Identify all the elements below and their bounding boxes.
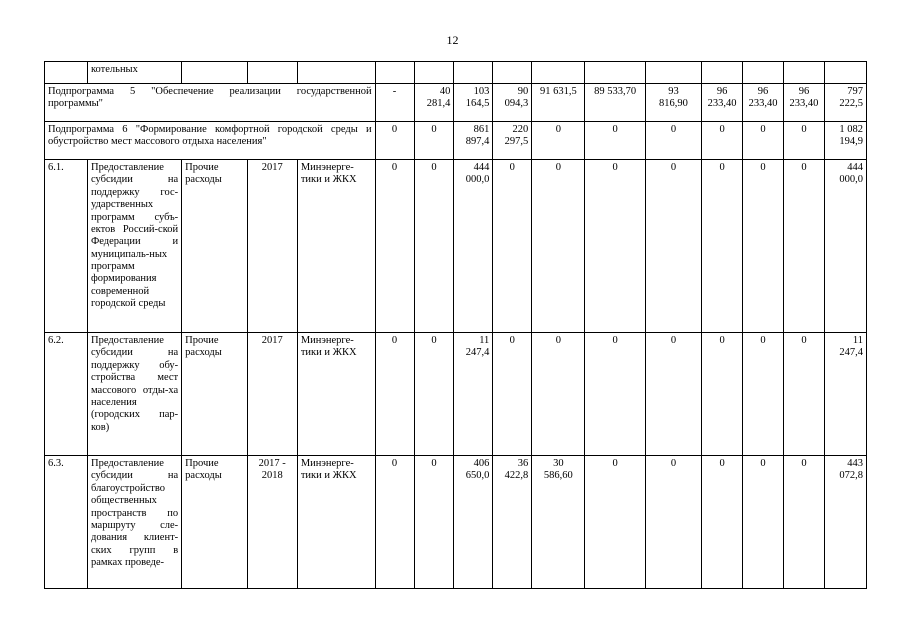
table-cell: 0: [532, 333, 585, 456]
table-cell: 0: [702, 122, 743, 160]
executor: Минэнерге-тики и ЖКХ: [297, 333, 375, 456]
table-cell: 0: [585, 333, 645, 456]
measure-name: Предоставление субсидии на благоустройство общественных пространств по маршруту сле-дования клиент-ских групп в рамках проведе-: [87, 456, 181, 589]
expense-type: Прочие расходы: [182, 333, 248, 456]
table-cell: 96 233,40: [702, 84, 743, 122]
table-cell: 444 000,0: [454, 160, 493, 333]
table-cell: 0: [532, 122, 585, 160]
row-number: 6.2.: [45, 333, 88, 456]
table-cell: 0: [743, 333, 784, 456]
measure-name: Предоставление субсидии на поддержку гос-ударственных программ субъ-ектов Россий-ской Федерации и муниципаль-ных программ формирования современной городской среды: [87, 160, 181, 333]
table-cell: 0: [783, 456, 824, 589]
table-cell: 96 233,40: [783, 84, 824, 122]
table-cell: 1 082 194,9: [824, 122, 866, 160]
table-cell: 0: [585, 456, 645, 589]
table-cell: 0: [743, 122, 784, 160]
table-cell: 0: [783, 160, 824, 333]
expense-type: Прочие расходы: [182, 160, 248, 333]
table-cell: 0: [493, 160, 532, 333]
table-cell: 96 233,40: [743, 84, 784, 122]
table-cell: 11 247,4: [824, 333, 866, 456]
table-cell: 0: [783, 122, 824, 160]
row-number: 6.3.: [45, 456, 88, 589]
table-cell: 0: [375, 160, 414, 333]
table-cell: -: [375, 84, 414, 122]
table-cell: 443 072,8: [824, 456, 866, 589]
table-cell: 0: [375, 333, 414, 456]
table-cell: 0: [743, 160, 784, 333]
table-cell: 0: [585, 160, 645, 333]
budget-table: [44, 61, 867, 589]
table-cell: 406 650,0: [454, 456, 493, 589]
page-number: 12: [446, 33, 459, 47]
table-cell: 0: [702, 160, 743, 333]
table-cell: 220 297,5: [493, 122, 532, 160]
table-row: [45, 62, 867, 84]
table-cell: 36 422,8: [493, 456, 532, 589]
table-cell: 0: [702, 456, 743, 589]
measure-name: Предоставление субсидии на поддержку обу-стройства мест массового отды-ха населения (городских пар-ков): [87, 333, 181, 456]
table-row: [45, 456, 867, 589]
table-cell: котельных: [87, 62, 181, 84]
table-cell: 0: [585, 122, 645, 160]
table-cell: 0: [414, 333, 454, 456]
table-cell: 40 281,4: [414, 84, 454, 122]
table-cell: 0: [414, 122, 454, 160]
table-cell: 0: [414, 456, 454, 589]
years: 2017 - 2018: [247, 456, 297, 589]
table-cell: 91 631,5: [532, 84, 585, 122]
subprogram-title: Подпрограмма 5 "Обеспечение реализации государственной программы": [45, 84, 376, 122]
table-cell: 0: [783, 333, 824, 456]
expense-type: Прочие расходы: [182, 456, 248, 589]
table-cell: 30 586,60: [532, 456, 585, 589]
subprogram-row: [45, 84, 867, 122]
table-cell: 0: [532, 160, 585, 333]
years: 2017: [247, 160, 297, 333]
executor: Минэнерге-тики и ЖКХ: [297, 456, 375, 589]
table-cell: 103 164,5: [454, 84, 493, 122]
table-row: [45, 160, 867, 333]
table-cell: 89 533,70: [585, 84, 645, 122]
table-cell: 0: [702, 333, 743, 456]
table-cell: 797 222,5: [824, 84, 866, 122]
table-cell: 0: [375, 122, 414, 160]
subprogram-row: [45, 122, 867, 160]
table-row: [45, 333, 867, 456]
table-cell: 11 247,4: [454, 333, 493, 456]
table-cell: 0: [375, 456, 414, 589]
row-number: 6.1.: [45, 160, 88, 333]
table-cell: 0: [645, 160, 701, 333]
table-cell: 861 897,4: [454, 122, 493, 160]
table-cell: 90 094,3: [493, 84, 532, 122]
years: 2017: [247, 333, 297, 456]
table-cell: 0: [645, 122, 701, 160]
table-cell: 444 000,0: [824, 160, 866, 333]
table-cell: 0: [645, 333, 701, 456]
table-cell: 0: [493, 333, 532, 456]
subprogram-title: Подпрограмма 6 "Формирование комфортной городской среды и обустройство мест массового отдыха населения": [45, 122, 376, 160]
table-cell: 93 816,90: [645, 84, 701, 122]
executor: Минэнерге-тики и ЖКХ: [297, 160, 375, 333]
table-cell: 0: [743, 456, 784, 589]
table-cell: 0: [414, 160, 454, 333]
table-cell: 0: [645, 456, 701, 589]
